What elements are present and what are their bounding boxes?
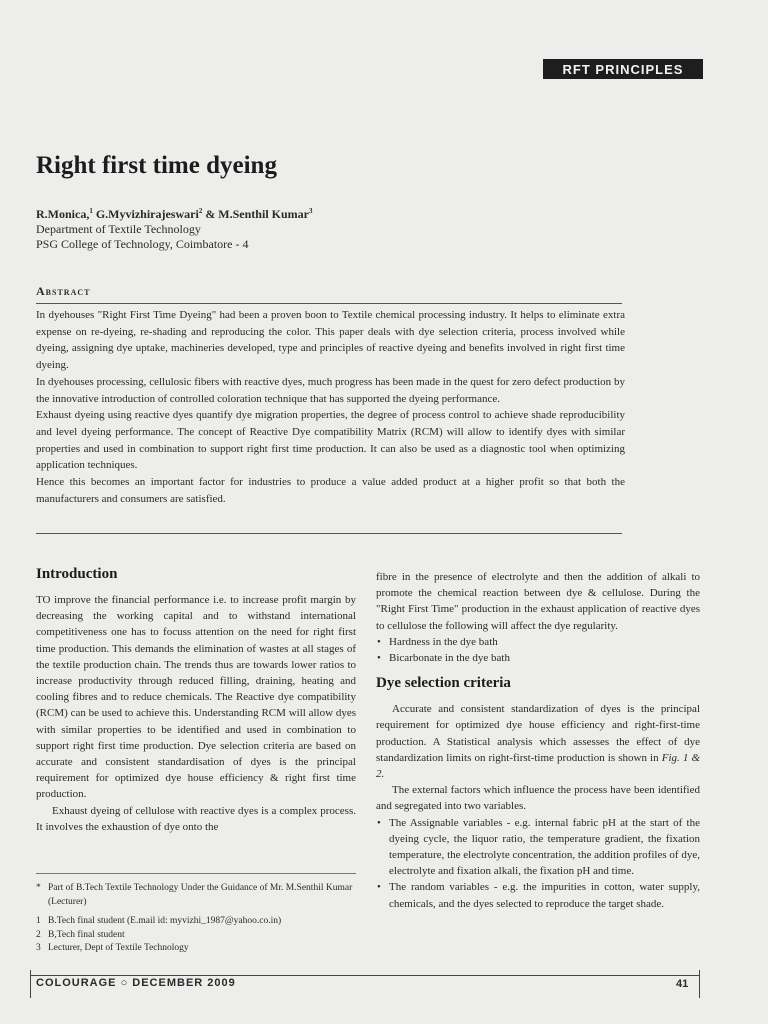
dye-selection-paragraph: [376, 701, 700, 782]
dye-selection-text: Accurate and consistent standardization of dyes is the principal requirement for optimized dye house efficiency and right-first-time production. A Statistical analysis which assesses the effect of dye standardization limits on right-first-time production is shown in: [376, 703, 700, 764]
footnote-mark: 1: [36, 916, 41, 926]
author-name: G.Myvizhirajeswari: [95, 207, 199, 221]
footnote: * Part of B.Tech Textile Technology Under the Guidance of Mr. M.Senthil Kumar (Lecturer): [36, 883, 353, 907]
figure-reference: Fig. 1 & 2.: [376, 751, 701, 781]
footer-crop-mark: [30, 970, 31, 998]
author-block: [36, 204, 312, 252]
footnote-text: B.Tech final student (E.mail id: myvizhi_1987@yahoo.co.in): [48, 916, 282, 926]
author-name: R.Monica,: [36, 207, 90, 221]
abstract-paragraph: Exhaust dyeing using reactive dyes quantify dye migration properties, the degree of process control to achieve shade reproducibility and level dyeing performance. The concept of Reactive Dye compatibility Matrix (RCM) will allow to identify dyes with similar properties and used in combination to support right first time production. It can also be used as a diagnostic tool when optimizing application techniques.: [36, 409, 625, 472]
footnote-text: B,Tech final student: [48, 929, 125, 940]
section-tag: RFT PRINCIPLES: [543, 59, 703, 79]
dye-selection-paragraph: The external factors which influence the process have been identified and segregated into two variables.: [376, 784, 700, 813]
footnote-separator: [36, 873, 356, 874]
introduction-paragraph-continued: fibre in the presence of electrolyte and then the addition of alkali to promote the chemical reaction between dye & cellulose. During the "Right First Time" production in the exhaust application of reactive dyes to cellulose the following will affect the dye regularity.: [376, 571, 700, 632]
department: Department of Textile Technology: [36, 222, 201, 236]
abstract-heading: Abstract: [36, 284, 91, 298]
issue-date: DECEMBER 2009: [132, 977, 236, 989]
author-name: & M.Senthil Kumar: [205, 207, 309, 221]
separator-circle-icon: ○: [120, 977, 129, 989]
list-item: • Bicarbonate in the dye bath: [376, 650, 700, 666]
footnote-mark: 2: [36, 929, 41, 940]
footnote: [36, 915, 356, 929]
variables-bullet-list: [376, 815, 700, 912]
footer-rule: [30, 975, 700, 976]
institution: PSG College of Technology, Coimbatore - 4: [36, 237, 249, 251]
footnote-mark: 3: [36, 943, 41, 953]
list-item: • The Assignable variables - e.g. internal fabric pH at the start of the dyeing cycle, the liquor ratio, the temperature gradient, the fixation temperature, the electrolyte concentration, the addition profiles of dye, electrolyte and fixation alkali, the fixation pH and time.: [376, 815, 700, 880]
author-mark: 2: [198, 207, 203, 215]
abstract-paragraph: In dyehouses processing, cellulosic fibers with reactive dyes, much progress has been made in the quest for zero defect production by the innovative introduction of controlled coloration technique that has supported the dyeing performance.: [36, 375, 625, 405]
abstract-paragraph: Hence this becomes an important factor for industries to produce a value added product at a higher profit so that both the manufacturers and consumers are satisfied.: [36, 476, 625, 505]
introduction-paragraph: TO improve the financial performance i.e. to increase profit margin by decreasing the working capital and to withstand international competitiveness one has to focuss attention on the need for right first time production. This demands the elimination of wastes at all stages of the textile production chain. The trends thus are towards lower ratios to increase productivity through reduced filling, draining, heating and cooling fibres and to reduce chemicals. The Reactive dye compatibility (RCM) can be used to achieve this. Understanding RCM will allow dyes with similar properties to be identified and used in combination to support right first time production. Dye selection criteria are based on accurate and consistent standardisation of dyes is the principal requirement for optimized dye house efficiency & right first time production.: [36, 594, 356, 801]
journal-name: COLOURAGE: [36, 977, 117, 989]
abstract-bottom-rule: [36, 533, 622, 534]
footnote: [36, 929, 356, 943]
footnote: [36, 942, 356, 956]
abstract-paragraph: In dyehouses "Right First Time Dyeing" had been a proven boon to Textile chemical processing industry. It helps to eliminate extra expense on re-dyeing, re-shading and reproducing the color. This paper deals with dye selection criteria, process involved while dyeing, assigning dye uptake, machineries developed, type and principles of reactive dyeing and benefits involved in right first time dyeing.: [36, 309, 625, 372]
left-column: [36, 566, 356, 835]
footnote-text: Part of B.Tech Textile Technology Under the Guidance of Mr. M.Senthil Kumar (Lecturer): [48, 883, 353, 907]
author-mark: 1: [89, 207, 93, 215]
page-number: 41: [676, 978, 689, 990]
footnotes: [36, 882, 356, 956]
dye-selection-heading: Dye selection criteria: [376, 675, 511, 692]
abstract-body: [36, 307, 625, 507]
article-title: Right first time dyeing: [36, 152, 277, 179]
footer-crop-mark: [699, 970, 700, 998]
author-mark: 3: [308, 207, 313, 215]
author-names: [36, 204, 312, 222]
list-item: • Hardness in the dye bath: [376, 634, 700, 650]
footer-journal: [36, 977, 236, 989]
introduction-bullet-list: [376, 634, 700, 666]
right-column: [376, 569, 700, 912]
footnote-text: Lecturer, Dept of Textile Technology: [48, 943, 189, 953]
abstract-top-rule: [36, 303, 622, 304]
list-item: • The random variables - e.g. the impurities in cotton, water supply, chemicals, and the dyes selected to reproduce the target shade.: [376, 879, 700, 911]
introduction-heading: Introduction: [36, 566, 118, 582]
introduction-paragraph: Exhaust dyeing of cellulose with reactive dyes is a complex process. It involves the exhaustion of dye onto the: [36, 804, 356, 833]
